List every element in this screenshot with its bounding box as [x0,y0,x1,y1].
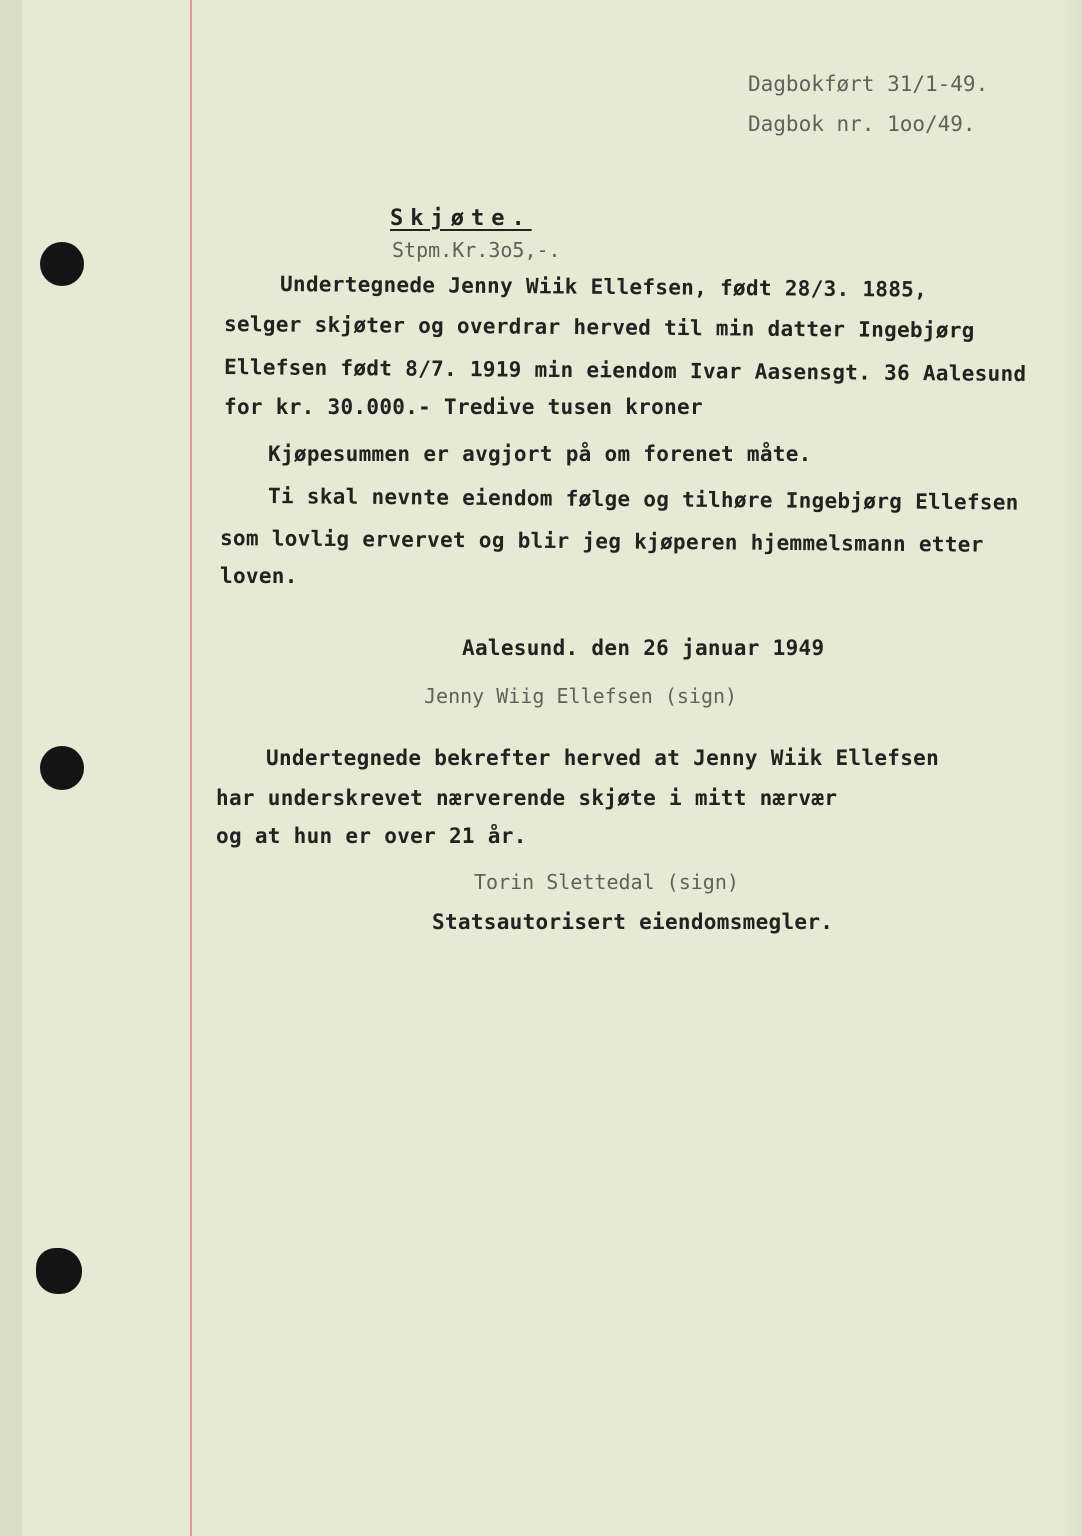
dagbokfort-stamp: Dagbokført 31/1-49. [748,72,989,96]
body-line: Ti skal nevnte eiendom følge og tilhøre Ingebjørg Ellefsen [267,484,1019,515]
witness-signature: Torin Slettedal (sign) [474,870,739,894]
body-line: som lovlig ervervet og blir jeg kjøperen hjemmelsmann etter [219,526,984,557]
confirmation-line: Undertegnede bekrefter herved at Jenny Wiik Ellefsen [266,746,940,770]
punch-hole-top [40,242,84,286]
red-margin-line [190,0,192,1536]
stamp-fee: Stpm.Kr.3o5,-. [392,238,561,262]
place-date: Aalesund. den 26 januar 1949 [462,636,825,660]
page-edge-right [1052,0,1082,1536]
body-line: Undertegnede Jenny Wiik Ellefsen, født 28/3. 1885, [279,272,928,302]
body-line: Ellefsen født 8/7. 1919 min eiendom Ivar Aasensgt. 36 Aalesund [223,355,1027,387]
punch-hole-bottom [36,1248,82,1294]
body-line: selger skjøter og overdrar herved til min datter Ingebjørg [223,312,975,343]
punch-hole-middle [40,746,84,790]
confirmation-line: og at hun er over 21 år. [216,824,527,848]
document-title: Skjøte. [390,206,532,231]
witness-title: Statsautorisert eiendomsmegler. [432,910,834,934]
body-line: Kjøpesummen er avgjort på om forenet måte. [268,442,812,466]
page-edge-left [0,0,22,1536]
body-line: for kr. 30.000.- Tredive tusen kroner [224,395,703,419]
seller-signature: Jenny Wiig Ellefsen (sign) [424,684,738,708]
dagbok-number: Dagbok nr. 1oo/49. [748,112,976,136]
confirmation-line: har underskrevet nærverende skjøte i mitt nærvær [216,786,838,810]
body-line: loven. [220,564,298,588]
